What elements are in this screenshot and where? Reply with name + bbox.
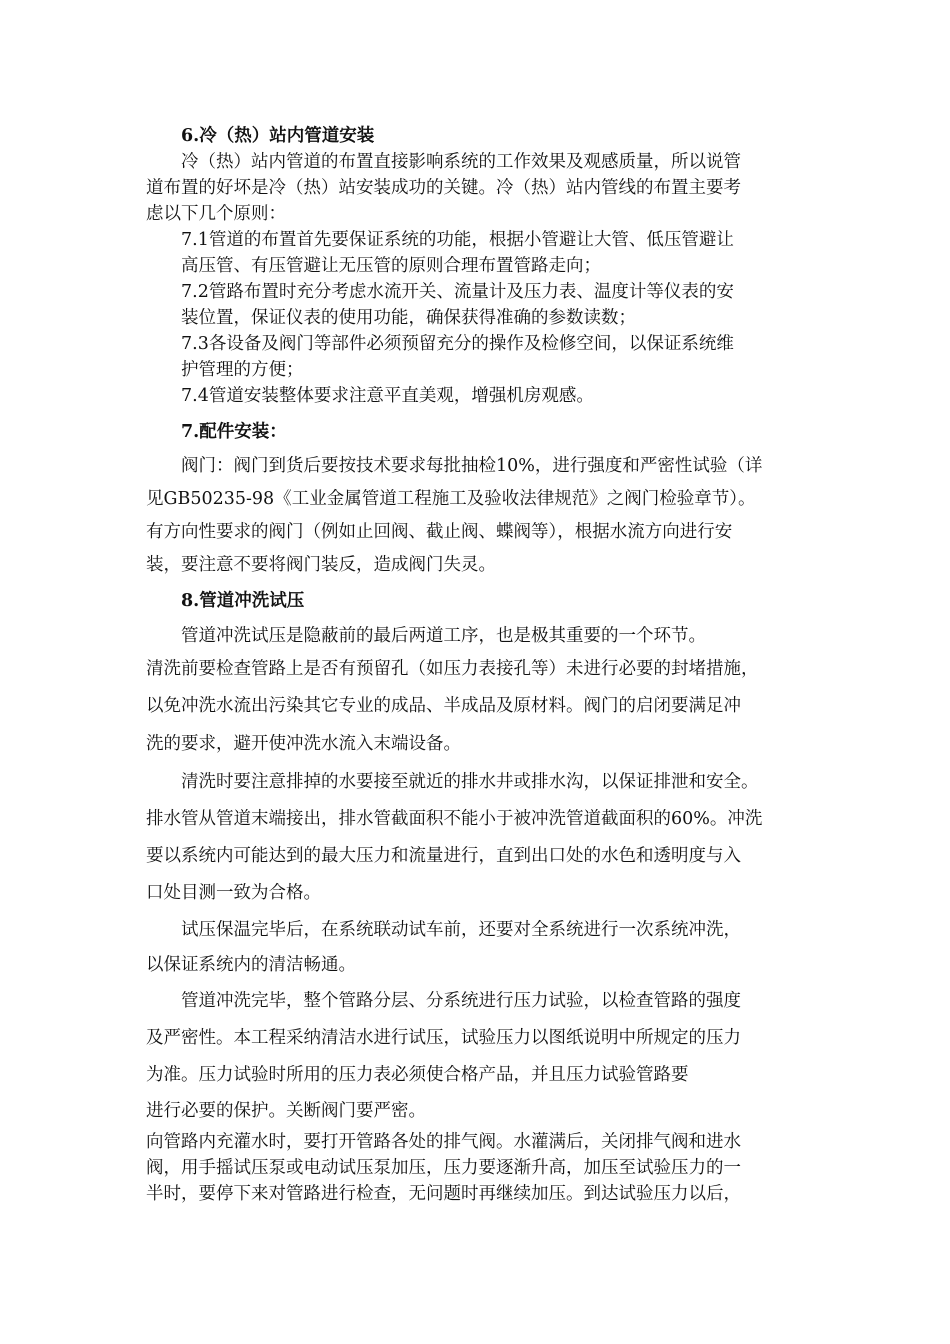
item-7-2-line-2: 装位置，保证仪表的使用功能，确保获得准确的参数读数； bbox=[181, 308, 636, 328]
section-8-p5-line-2: 阀，用手摇试压泵或电动试压泵加压，压力要逐渐升高，加压至试验压力的一 bbox=[146, 1158, 741, 1178]
section-8-heading: 8.管道冲洗试压 bbox=[181, 591, 305, 611]
item-7-3-line-2: 护管理的方便； bbox=[181, 360, 304, 380]
section-6-heading: 6.冷（热）站内管道安装 bbox=[181, 126, 375, 146]
item-7-3-line-1: 7.3各设备及阀门等部件必须预留充分的操作及检修空间，以保证系统维 bbox=[181, 334, 734, 354]
section-8-p2-line-3: 要以系统内可能达到的最大压力和流量进行，直到出口处的水色和透明度与入 bbox=[146, 846, 741, 866]
section-7-line-4: 装，要注意不要将阀门装反，造成阀门失灵。 bbox=[146, 555, 496, 575]
section-8-p3-line-2: 以保证系统内的清洁畅通。 bbox=[146, 955, 356, 975]
item-7-4-line-1: 7.4管道安装整体要求注意平直美观，增强机房观感。 bbox=[181, 386, 594, 406]
section-6-intro-line-3: 虑以下几个原则： bbox=[146, 204, 286, 224]
item-7-1-line-1: 7.1管道的布置首先要保证系统的功能，根据小管避让大管、低压管避让 bbox=[181, 230, 734, 250]
section-8-p2-line-1: 清洗时要注意排掉的水要接至就近的排水井或排水沟，以保证排泄和安全。 bbox=[181, 772, 759, 792]
section-6-intro-line-2: 道布置的好坏是冷（热）站安装成功的关键。冷（热）站内管线的布置主要考 bbox=[146, 178, 741, 198]
section-6-intro-line-1: 冷（热）站内管道的布置直接影响系统的工作效果及观感质量，所以说管 bbox=[181, 152, 741, 172]
section-8-p4-line-3: 为准。压力试验时所用的压力表必须使合格产品，并且压力试验管路要 bbox=[146, 1065, 689, 1085]
item-7-2-line-1: 7.2管路布置时充分考虑水流开关、流量计及压力表、温度计等仪表的安 bbox=[181, 282, 734, 302]
section-8-p1-line-4: 洗的要求，避开使冲洗水流入末端设备。 bbox=[146, 734, 461, 754]
section-8-p5-line-3: 半时，要停下来对管路进行检查，无问题时再继续加压。到达试验压力以后， bbox=[146, 1184, 741, 1204]
section-8-p4-line-4: 进行必要的保护。关断阀门要严密。 bbox=[146, 1101, 426, 1121]
section-8-p1-line-2: 清洗前要检查管路上是否有预留孔（如压力表接孔等）未进行必要的封堵措施， bbox=[146, 659, 759, 679]
section-8-p4-line-1: 管道冲洗完毕，整个管路分层、分系统进行压力试验，以检查管路的强度 bbox=[181, 991, 741, 1011]
section-8-p1-line-1: 管道冲洗试压是隐蔽前的最后两道工序，也是极其重要的一个环节。 bbox=[181, 626, 706, 646]
section-7-line-1: 阀门：阀门到货后要按技术要求每批抽检10%，进行强度和严密性试验（详 bbox=[181, 456, 763, 476]
section-8-p3-line-1: 试压保温完毕后，在系统联动试车前，还要对全系统进行一次系统冲洗， bbox=[181, 920, 741, 940]
section-7-line-2: 见GB50235-98《工业金属管道工程施工及验收法律规范》之阀门检验章节）。 bbox=[146, 489, 756, 509]
section-7-heading: 7.配件安装： bbox=[181, 422, 287, 442]
section-8-p4-line-2: 及严密性。本工程采纳清洁水进行试压，试验压力以图纸说明中所规定的压力 bbox=[146, 1028, 741, 1048]
section-8-p5-line-1: 向管路内充灌水时，要打开管路各处的排气阀。水灌满后，关闭排气阀和进水 bbox=[146, 1132, 741, 1152]
item-7-1-line-2: 高压管、有压管避让无压管的原则合理布置管路走向； bbox=[181, 256, 601, 276]
section-8-p2-line-4: 口处目测一致为合格。 bbox=[146, 883, 321, 903]
section-7-line-3: 有方向性要求的阀门（例如止回阀、截止阀、蝶阀等），根据水流方向进行安 bbox=[146, 522, 733, 542]
section-8-p2-line-2: 排水管从管道末端接出，排水管截面积不能小于被冲洗管道截面积的60%。冲洗 bbox=[146, 809, 763, 829]
section-8-p1-line-3: 以免冲洗水流出污染其它专业的成品、半成品及原材料。阀门的启闭要满足冲 bbox=[146, 696, 741, 716]
